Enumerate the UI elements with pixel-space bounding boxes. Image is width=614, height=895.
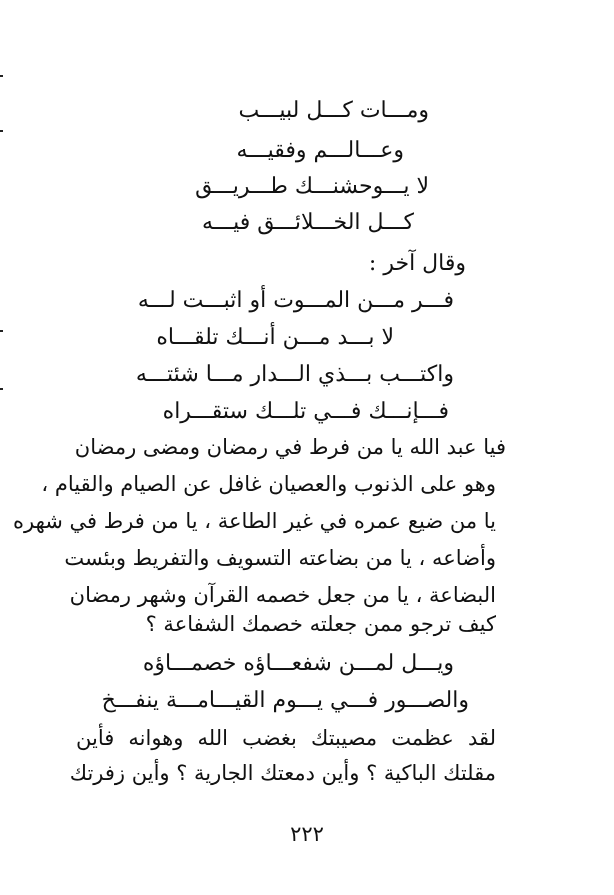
verse-line: فـــر مـــن المـــوت أو اثبـــت لـــه bbox=[137, 288, 454, 313]
prose-line: كيف ترجو ممن جعلته خصمك الشفاعة ؟ bbox=[145, 612, 496, 636]
verse-line: والصـــور فـــي يـــوم القيـــامـــة ينفـــخ bbox=[101, 688, 469, 713]
verse-line: وعـــالـــم وفقيـــه bbox=[236, 138, 404, 163]
prose-line: وأضاعه ، يا من بضاعته التسويف والتفريط وبئست bbox=[64, 546, 496, 570]
margin-mark bbox=[0, 75, 3, 77]
prose-line: البضاعة ، يا من جعل خصمه القرآن وشهر رمضان bbox=[69, 583, 496, 607]
prose-line: فيا عبد الله يا من فرط في رمضان ومضى رمضان bbox=[74, 435, 506, 459]
verse-line: ومـــات كـــل لبيـــب bbox=[238, 98, 429, 123]
verse-line: كـــل الخـــلائـــق فيـــه bbox=[201, 210, 414, 235]
page-number: ٢٢٢ bbox=[290, 822, 324, 846]
margin-mark bbox=[0, 130, 3, 132]
verse-line: ويـــل لمـــن شفعـــاؤه خصمـــاؤه bbox=[142, 651, 454, 676]
margin-mark bbox=[0, 330, 3, 332]
prose-line: مقلتك الباكية ؟ وأين دمعتك الجارية ؟ وأين زفرتك bbox=[69, 761, 496, 785]
prose-line: لقد عظمت مصيبتك بغضب الله وهوانه فأين bbox=[76, 726, 496, 750]
margin-mark bbox=[0, 388, 3, 390]
prose-line: وهو على الذنوب والعصيان غافل عن الصيام والقيام ، bbox=[41, 472, 496, 496]
verse-line: لا يـــوحشنـــك طـــريـــق bbox=[195, 174, 429, 199]
prose-line: يا من ضيع عمره في غير الطاعة ، يا من فرط في شهره bbox=[13, 509, 496, 533]
verse-line: واكتـــب بـــذي الـــدار مـــا شئتـــه bbox=[135, 362, 454, 387]
verse-line: لا بـــد مـــن أنـــك تلقـــاه bbox=[156, 325, 394, 350]
verse-line: فـــإنـــك فـــي تلـــك ستقـــراه bbox=[162, 399, 449, 424]
section-heading: وقال آخر : bbox=[368, 251, 466, 276]
